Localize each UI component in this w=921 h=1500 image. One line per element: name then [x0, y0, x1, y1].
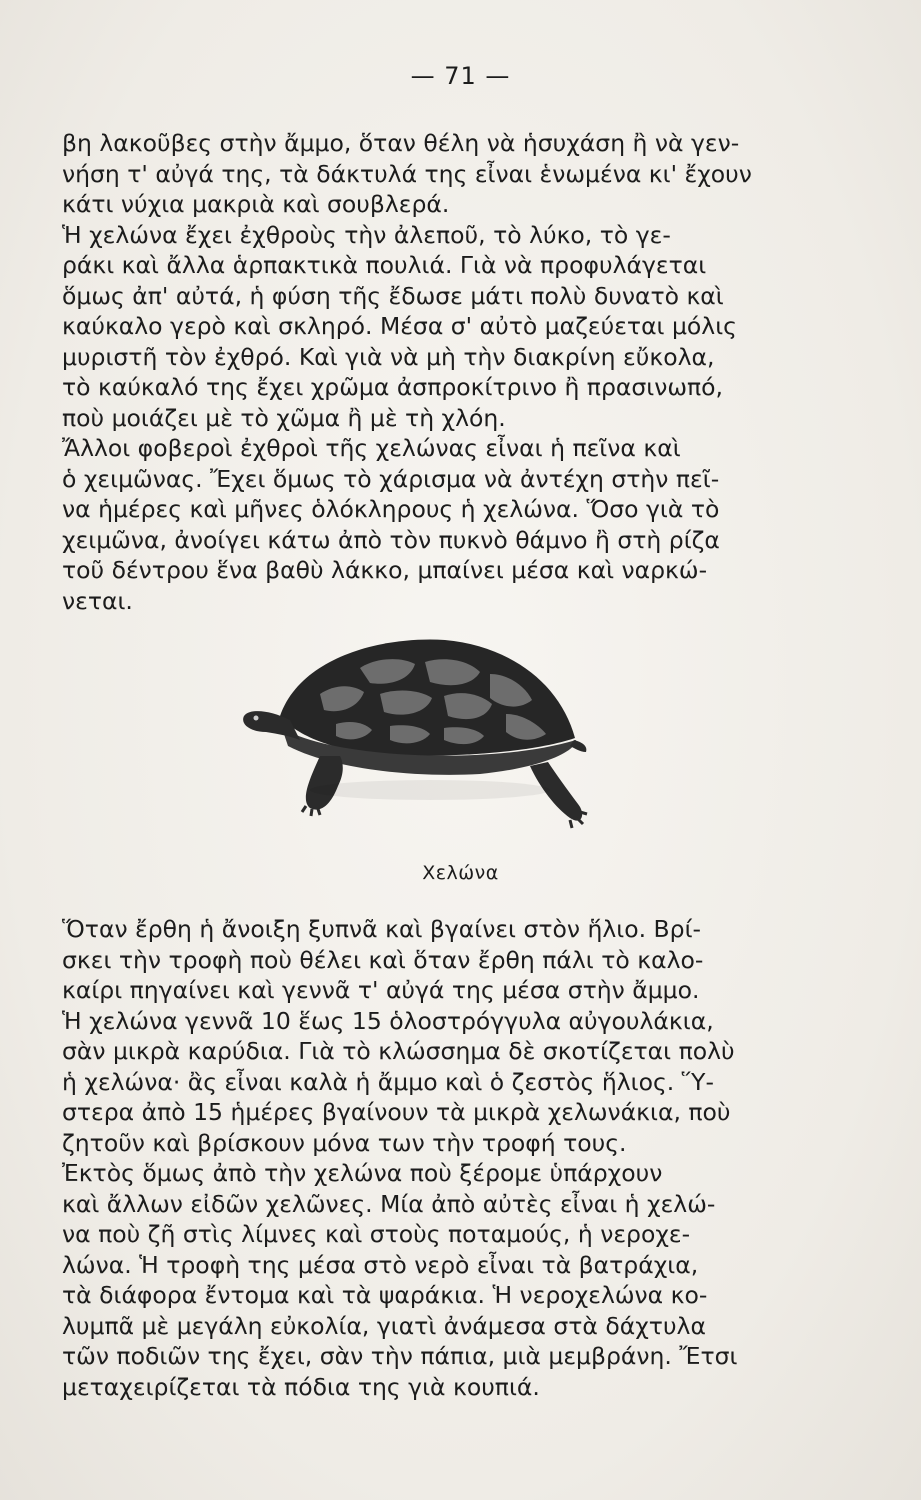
figure-caption: Χελώνα: [422, 862, 499, 884]
text-line: να ἡμέρες καὶ μῆνες ὁλόκληρους ἡ χελώνα. Ὅσο γιὰ τὸ: [62, 495, 720, 523]
text-line: νήση τ' αὐγά της, τὰ δάκτυλά της εἶναι ἑνωμένα κι' ἔχουν: [62, 159, 752, 188]
text-line: καὶ ἄλλων εἰδῶν χελῶνες. Μία ἀπὸ αὐτὲς εἶναι ἡ χελώ-: [62, 1189, 716, 1218]
page-number: — 71 —: [410, 62, 511, 90]
text-line: Ἄλλοι φοβεροὶ ἐχθροὶ τῆς χελώνας εἶναι ἡ πεῖνα καὶ: [62, 434, 681, 462]
text-line: ποὺ μοιάζει μὲ τὸ χῶμα ἢ μὲ τὴ χλόη.: [62, 403, 506, 432]
text-line: καύκαλο γερὸ καὶ σκληρό. Μέσα σ' αὐτὸ μαζεύεται μόλις: [62, 312, 737, 340]
text-line: μυριστῆ τὸν ἐχθρό. Καὶ γιὰ νὰ μὴ τὴν διακρίνη εὔκολα,: [62, 342, 715, 371]
text-line: τῶν ποδιῶν της ἔχει, σὰν τὴν πάπια, μιὰ μεμβράνη. Ἔτσι: [62, 1342, 738, 1370]
text-line: ζητοῦν καὶ βρίσκουν μόνα των τὴν τροφή τους.: [62, 1128, 627, 1157]
text-line: χειμῶνα, ἀνοίγει κάτω ἀπὸ τὸν πυκνὸ θάμνο ἢ στὴ ρίζα: [62, 525, 720, 554]
text-line: νεται.: [62, 586, 133, 615]
text-block-top: [62, 128, 862, 616]
text-line: λυμπᾶ μὲ μεγάλη εὐκολία, γιατὶ ἀνάμεσα στὰ δάχτυλα: [62, 1311, 706, 1340]
text-line: τοῦ δέντρου ἕνα βαθὺ λάκκο, μπαίνει μέσα καὶ ναρκώ-: [62, 556, 708, 584]
text-line: Ἐκτὸς ὅμως ἀπὸ τὴν χελώνα ποὺ ξέρομε ὑπάρχουν: [62, 1159, 663, 1187]
text-line: ὅμως ἀπ' αὐτά, ἡ φύση τῆς ἔδωσε μάτι πολὺ δυνατὸ καὶ: [62, 281, 724, 310]
text-line: τὰ διάφορα ἔντομα καὶ τὰ ψαράκια. Ἡ νεροχελώνα κο-: [62, 1281, 708, 1309]
text-line: σκει τὴν τροφὴ ποὺ θέλει καὶ ὅταν ἔρθη πάλι τὸ καλο-: [62, 945, 704, 974]
text-line: να ποὺ ζῆ στὶς λίμνες καὶ στοὺς ποταμούς, ἡ νεροχε-: [62, 1220, 691, 1248]
text-line: Ἡ χελώνα γεννᾶ 10 ἕως 15 ὁλοστρόγγυλα αὐγουλάκια,: [62, 1006, 714, 1035]
text-line: τὸ καύκαλό της ἔχει χρῶμα ἀσπροκίτρινο ἢ πρασινωπό,: [62, 373, 724, 401]
text-line: σὰν μικρὰ καρύδια. Γιὰ τὸ κλώσσημα δὲ σκοτίζεται πολὺ: [62, 1037, 735, 1065]
text-line: μεταχειρίζεται τὰ πόδια της γιὰ κουπιά.: [62, 1372, 540, 1401]
text-line: καίρι πηγαίνει καὶ γεννᾶ τ' αὐγά της μέσα στὴν ἄμμο.: [62, 976, 700, 1004]
tortoise-illustration: [240, 628, 590, 858]
text-line: ὁ χειμῶνας. Ἔχει ὅμως τὸ χάρισμα νὰ ἀντέχη στὴν πεῖ-: [62, 464, 720, 493]
text-line: ἡ χελώνα· ἂς εἶναι καλὰ ἡ ἄμμο καὶ ὁ ζεστὸς ἥλιος. Ὕ-: [62, 1067, 714, 1096]
text-line: Ὅταν ἔρθη ἡ ἄνοιξη ξυπνᾶ καὶ βγαίνει στὸν ἥλιο. Βρί-: [62, 915, 702, 943]
text-line: στερα ἀπὸ 15 ἡμέρες βγαίνουν τὰ μικρὰ χελωνάκια, ποὺ: [62, 1098, 731, 1126]
text-block-bottom: [62, 914, 862, 1402]
text-line: λώνα. Ἡ τροφὴ της μέσα στὸ νερὸ εἶναι τὰ βατράχια,: [62, 1250, 699, 1279]
text-line: βη λακοῦβες στὴν ἄμμο, ὅταν θέλη νὰ ἡσυχάση ἢ νὰ γεν-: [62, 129, 740, 157]
text-line: ράκι καὶ ἄλλα ἁρπακτικὰ πουλιά. Γιὰ νὰ προφυλάγεται: [62, 251, 707, 279]
text-line: Ἡ χελώνα ἔχει ἐχθροὺς τὴν ἀλεποῦ, τὸ λύκο, τὸ γε-: [62, 220, 671, 249]
text-line: κάτι νύχια μακριὰ καὶ σουβλερά.: [62, 190, 450, 218]
